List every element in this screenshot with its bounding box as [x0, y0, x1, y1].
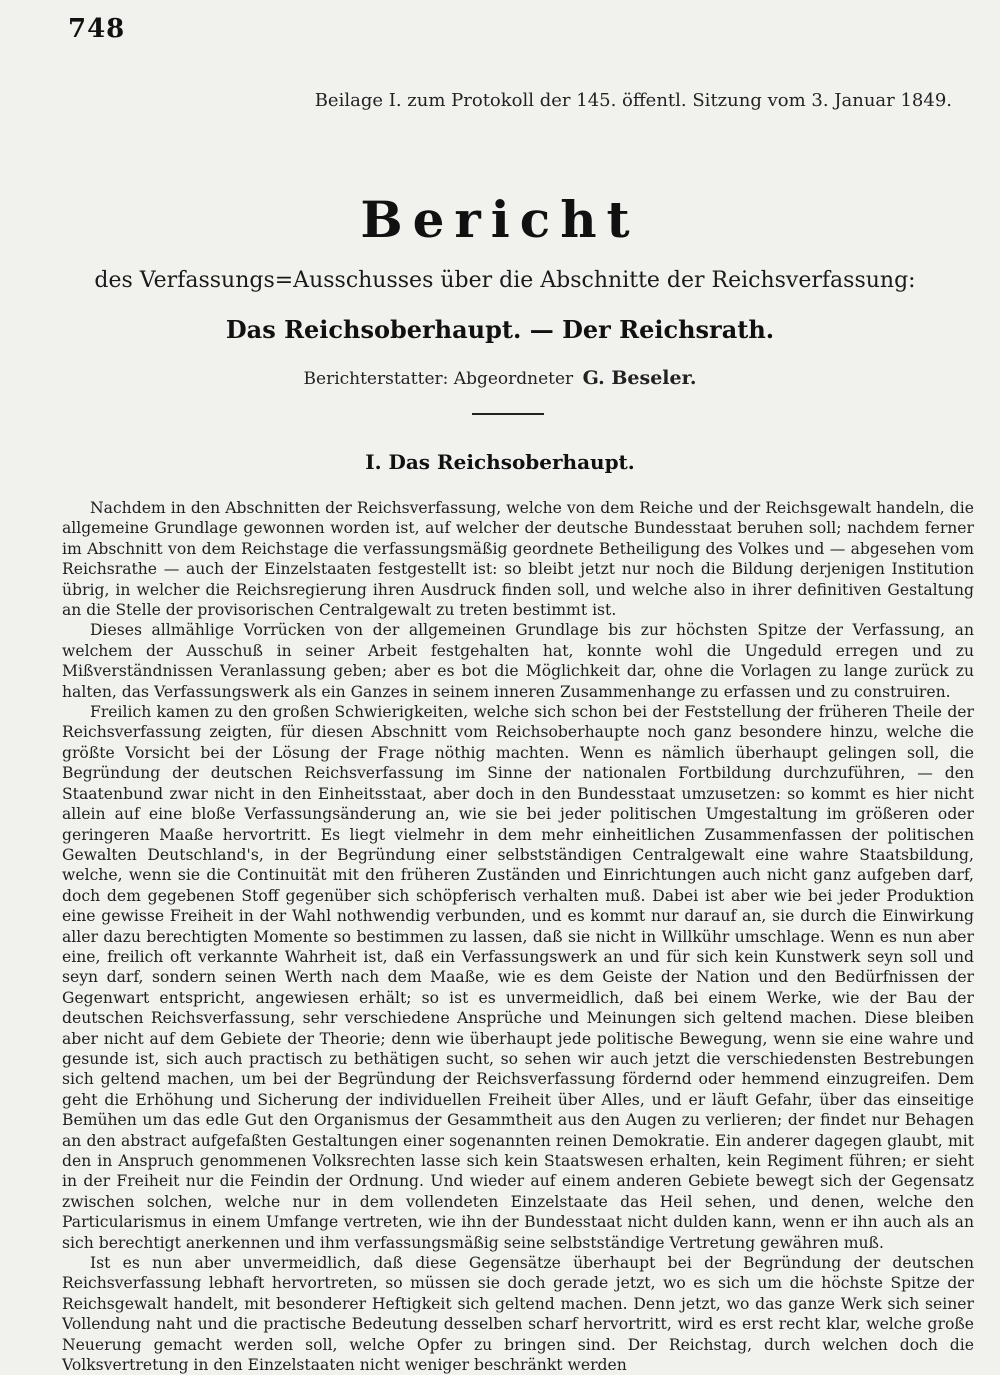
rapporteur-prefix: Abgeordneter	[453, 369, 574, 389]
paragraph: Dieses allmählige Vorrücken von der allgemeinen Grundlage bis zur höchsten Spitze der Verfassung, an welchem der Ausschuß in seiner Arbeit festgehalten hat, konnte wohl die Ungeduld erregen und zu Mißverständnissen Veranlassung geben; aber es bot die Möglichkeit dar, ohne die Vorlagen zu lange zurück zu halten, das Verfassungswerk als ein Ganzes in seinem inneren Zusammenhange zu erfassen und zu construiren.	[62, 621, 974, 701]
report-subtitle: des Verfassungs=Ausschusses über die Abschnitte der Reichsverfassung:	[94, 268, 916, 293]
report-sections-line: Das Reichsoberhaupt. — Der Reichsrath.	[225, 315, 775, 344]
rapporteur-label: Berichterstatter:	[303, 369, 449, 389]
section-heading: I. Das Reichsoberhaupt.	[365, 450, 635, 474]
paragraph: Freilich kamen zu den großen Schwierigkeiten, welche sich schon bei der Feststellung der früheren Theile der Reichsverfassung zeigten, für diesen Abschnitt vom Reichsoberhaupte noch ganz besondere hinzu, welche die größte Vorsicht bei der Lösung der Frage nöthig machten. Wenn es nämlich überhaupt gelingen soll, die Begründung der deutschen Reichsverfassung im Sinne der nationalen Fortbildung durchzuführen, — den Staatenbund zwar nicht in den Einheitsstaat, aber doch in den Bundesstaat umzusetzen: so kommt es hier nicht allein auf eine bloße Verfassungsänderung an, wie sie bei jeder politischen Umgestaltung im größeren oder geringeren Maaße hervortritt. Es liegt vielmehr in dem mehr einheitlichen Zusammenfassen der politischen Gewalten Deutschland's, in der Begründung einer selbstständigen Centralgewalt eine wahre Staatsbildung, welche, wenn sie die Continuität mit den früheren Zuständen und Einrichtungen auch nicht ganz aufgeben darf, doch dem gegebenen Stoff gegenüber sich schöpferisch verhalten muß. Dabei ist aber wie bei jeder Produktion eine gewisse Freiheit in der Wahl nothwendig verbunden, und es kommt nur darauf an, sie durch die Einwirkung aller dazu berechtigten Momente so bestimmen zu lassen, daß sie nicht in Willkühr umschlage. Wenn es nun aber eine, freilich oft verkannte Wahrheit ist, daß ein Verfassungswerk an und für sich kein Kunstwerk seyn soll und seyn darf, sondern seinen Werth nach dem Maaße, wie es dem Geiste der Nation und den Bedürfnissen der Gegenwart entspricht, angewiesen erhält; so ist es unvermeidlich, daß bei einem Werke, wie der Bau der deutschen Reichsverfassung, sehr verschiedene Ansprüche und Meinungen sich geltend machen. Diese bleiben aber nicht auf dem Gebiete der Theorie; denn wie überhaupt jede politische Bewegung, wenn sie eine wahre und gesunde ist, sich auch practisch zu bethätigen sucht, so sehen wir auch jetzt die verschiedensten Bestrebungen sich geltend machen, um bei der Begründung der Reichsverfassung fördernd oder hemmend einzugreifen. Dem geht die Erhöhung und Sicherung der individuellen Freiheit über Alles, und er läuft Gefahr, über das einseitige Bemühen um das edle Gut den Organismus der Gesammtheit aus den Augen zu verlieren; der findet nur Behagen an den abstract aufgefaßten Gestaltungen einer sogenannten reinen Demokratie. Ein anderer dagegen glaubt, mit den in Anspruch genommenen Volksrechten lasse sich kein Staatswesen erhalten, kein Regiment führen; er sieht in der Freiheit nur die Feindin der Ordnung. Und wieder auf einem anderen Gebiete bewegt sich der Gegensatz zwischen solchen, welche nur in dem vollendeten Einzelstaate das Heil sehen, und denen, welche den Particularismus in einem Umfange vertreten, wie ihn der Bundesstaat nicht dulden kann, wenn er ihn auch als an sich berechtigt anerkennen und ihm verfassungsmäßig seine selbstständige Vertretung gewähren muß.	[62, 703, 974, 1252]
rapporteur-name: G. Beseler.	[582, 367, 697, 389]
rapporteur-line	[0, 367, 1000, 389]
supplement-line: Beilage I. zum Protokoll der 145. öffentl. Sitzung vom 3. Januar 1849.	[314, 90, 952, 111]
paragraph: Nachdem in den Abschnitten der Reichsverfassung, welche von dem Reiche und der Reichsgewalt handeln, die allgemeine Grundlage gewonnen worden ist, auf welcher der deutsche Bundesstaat beruhen soll; nachdem ferner im Abschnitt von dem Reichstage die verfassungsmäßig geordnete Betheiligung des Volkes und — abgesehen vom Reichsrathe — auch der Einzelstaaten festgestellt ist: so bleibt jetzt nur noch die Bildung derjenigen Institution übrig, in welcher die Reichsregierung ihren Ausdruck finden soll, und welche also in ihrer definitiven Gestaltung an die Stelle der provisorischen Centralgewalt zu treten bestimmt ist.	[62, 499, 974, 620]
body-text	[62, 498, 974, 1375]
report-title: Bericht	[360, 190, 640, 249]
paragraph: Ist es nun aber unvermeidlich, daß diese Gegensätze überhaupt bei der Begründung der deutschen Reichsverfassung lebhaft hervortreten, so müssen sie doch gerade jetzt, wo es sich um die höchste Spitze der Reichsgewalt handelt, mit besonderer Heftigkeit sich geltend machen. Denn jetzt, wo das ganze Werk sich seiner Vollendung naht und die practische Bedeutung desselben scharf hervortritt, wird es erst recht klar, welche große Neuerung gemacht werden soll, welche Opfer zu bringen sind. Der Reichstag, durch welchen doch die Volksvertretung in den Einzelstaaten nicht weniger beschränkt werden	[62, 1254, 974, 1375]
divider-rule	[472, 413, 544, 415]
page-number: 748	[68, 14, 126, 44]
